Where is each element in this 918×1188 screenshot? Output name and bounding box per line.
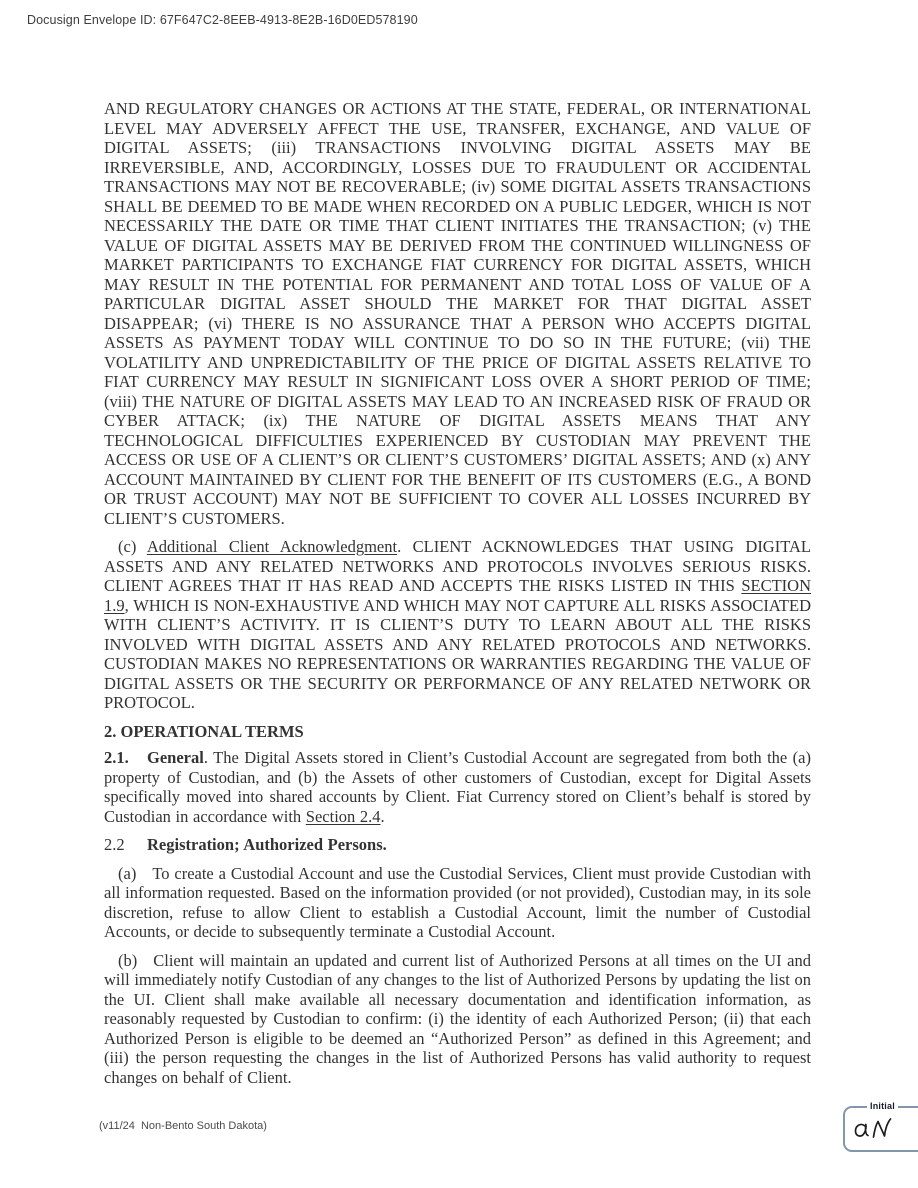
- clause-b-marker: (b): [118, 950, 138, 970]
- clause-c-title: Additional Client Acknowledgment: [146, 537, 398, 556]
- clause-2-2-number: 2.2: [104, 835, 125, 854]
- clause-a-text: To create a Custodial Account and use the Custodial Services, Client must provide Custodian with all information requested. Based on the information provided (or not provided), Custodian may, in its sole discretion, refuse to allow Client to establish a Custodial Account, limit the number of Custodial Accounts, or decide to subsequently terminate a Custodial Account.: [104, 863, 811, 941]
- clause-c-text: . CLIENT ACKNOWLEDGES THAT USING DIGITAL ASSETS AND ANY RELATED NETWORKS AND PROTOCOLS INVOLVES SERIOUS RISKS. CLIENT AGREES THAT IT HAS READ AND ACCEPTS THE RISKS LISTED IN THIS: [104, 537, 811, 595]
- risk-continuation-text: AND REGULATORY CHANGES OR ACTIONS AT THE STATE, FEDERAL, OR INTERNATIONAL LEVEL MAY ADVERSELY AFFECT THE USE, TRANSFER, EXCHANGE, AND VALUE OF DIGITAL ASSETS; (iii) TRANSACTIONS INVOLVING DIGITAL ASSETS MAY BE IRREVERSIBLE, AND, ACCORDINGLY, LOSSES DUE TO FRAUDULENT OR ACCIDENTAL TRANSACTIONS MAY NOT BE RECOVERABLE; (iv) SOME DIGITAL ASSETS TRANSACTIONS SHALL BE DEEMED TO BE MADE WHEN RECORDED ON A PUBLIC LEDGER, WHICH IS NOT NECESSARILY THE DATE OR TIME THAT CLIENT INITIATES THE TRANSACTION; (v) THE VALUE OF DIGITAL ASSETS MAY BE DERIVED FROM THE CONTINUED WILLINGNESS OF MARKET PARTICIPANTS TO EXCHANGE FIAT CURRENCY FOR DIGITAL ASSETS, WHICH MAY RESULT IN THE POTENTIAL FOR PERMANENT AND TOTAL LOSS OF VALUE OF A PARTICULAR DIGITAL ASSET SHOULD THE MARKET FOR THAT DIGITAL ASSET DISAPPEAR; (vi) THERE IS NO ASSURANCE THAT A PERSON WHO ACCEPTS DIGITAL ASSETS AS PAYMENT TODAY WILL CONTINUE TO DO SO IN THE FUTURE; (vii) THE VOLATILITY AND UNPREDICTABILITY OF THE PRICE OF DIGITAL ASSETS RELATIVE TO FIAT CURRENCY MAY RESULT IN SIGNIFICANT LOSS OVER A SHORT PERIOD OF TIME; (viii) THE NATURE OF DIGITAL ASSETS MAY LEAD TO AN INCREASED RISK OF FRAUD OR CYBER ATTACK; (ix) THE NATURE OF DIGITAL ASSETS MEANS THAT ANY TECHNOLOGICAL DIFFICULTIES EXPERIENCED BY CUSTODIAN MAY PREVENT THE ACCESS OR USE OF A CLIENT’S OR CLIENT’S CUSTOMERS’ DIGITAL ASSETS; AND (x) ANY ACCOUNT MAINTAINED BY CLIENT FOR THE BENEFIT OF ITS CUSTOMERS (E.G., A BOND OR TRUST ACCOUNT) MAY NOT BE SUFFICIENT TO COVER ALL LOSSES INCURRED BY CLIENT’S CUSTOMERS.: [104, 99, 811, 528]
- clause-2-1-period: .: [380, 806, 385, 826]
- clause-c-marker: (c): [118, 537, 147, 556]
- section-1-9-reference: SECTION 1.9: [104, 576, 811, 615]
- paragraph-2-2-heading: [104, 835, 811, 855]
- paragraph-2-2-b: [104, 951, 811, 1088]
- clause-b-text: Client will maintain an updated and current list of Authorized Persons at all times on the UI and will immediately notify Custodian of any changes to the list of Authorized Persons by updating the list on the UI. Client shall make available all necessary documentation and identification information, as reasonably requested by Custodian to confirm: (i) the identity of each Authorized Person; (ii) that each Authorized Person is eligible to be deemed an “Authorized Person” as defined in this Agreement; and (iii) the person requesting the changes in the list of Authorized Persons has valid authority to request changes on behalf of Client.: [104, 950, 811, 1087]
- heading-operational-terms: 2. OPERATIONAL TERMS: [104, 721, 304, 741]
- paragraph-2-2-a: [104, 864, 811, 942]
- clause-a-marker: (a): [118, 863, 137, 883]
- clause-2-2-title: Registration; Authorized Persons.: [147, 835, 387, 854]
- paragraph-risk-factors-continuation: [104, 99, 811, 528]
- initial-tab-label: Initial: [867, 1101, 898, 1112]
- initial-field[interactable]: [843, 1101, 918, 1152]
- section-2-4-reference: Section 2.4: [305, 806, 381, 826]
- clause-2-1-text: . The Digital Assets stored in Client’s Custodial Account are segregated from both the (a) property of Custodian, and (b) the Assets of other customers of Custodian, except for Digital Assets specifically moved into shared accounts by Client. Fiat Currency stored on Client’s behalf is stored by Custodian in accordance with: [104, 748, 811, 826]
- clause-2-1-title: General: [147, 748, 204, 767]
- docusign-envelope-id: Docusign Envelope ID: 67F647C2-8EEB-4913-8E2B-16D0ED578190: [27, 13, 418, 27]
- paragraph-additional-client-acknowledgment: [104, 537, 811, 713]
- initials-handwriting: [850, 1113, 896, 1149]
- paragraph-2-1-general: [104, 748, 811, 826]
- document-body: [104, 99, 811, 1096]
- footer-version-note: (v11/24 Non-Bento South Dakota): [99, 1120, 267, 1132]
- clause-2-1-number: 2.1.: [104, 748, 129, 767]
- clause-c-text-rest: , WHICH IS NON-EXHAUSTIVE AND WHICH MAY NOT CAPTURE ALL RISKS ASSOCIATED WITH CLIENT’S ACTIVITY. IT IS CLIENT’S DUTY TO LEARN ABOUT ALL THE RISKS INVOLVED WITH DIGITAL ASSETS AND ANY RELATED PROTOCOLS AND NETWORKS. CUSTODIAN MAKES NO REPRESENTATIONS OR WARRANTIES REGARDING THE VALUE OF DIGITAL ASSETS OR THE SECURITY OR PERFORMANCE OF ANY RELATED NETWORK OR PROTOCOL.: [104, 595, 811, 712]
